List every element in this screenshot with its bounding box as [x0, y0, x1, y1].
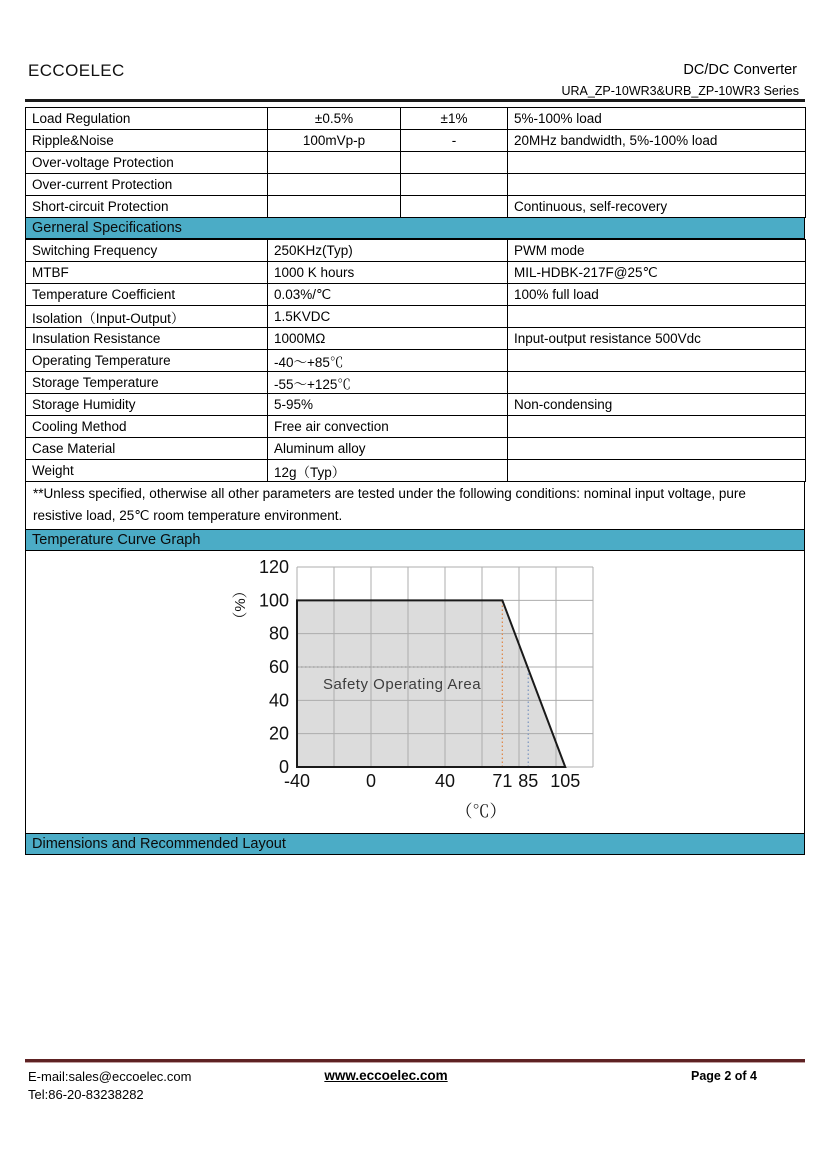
test-conditions-note: **Unless specified, otherwise all other parameters are tested under the following conditions: nominal input voltage, pure resistive load, 25℃ room temperature environment. [25, 481, 805, 530]
section-header-temperature: Temperature Curve Graph [25, 529, 805, 551]
spec-cell: Input-output resistance 500Vdc [508, 328, 806, 350]
temperature-graph-container [25, 550, 805, 834]
safe-area-label: Safety Operating Area [322, 676, 482, 693]
spec-cell [508, 416, 806, 438]
table-row [26, 130, 806, 152]
spec-cell: Weight [26, 460, 268, 482]
section-header-dimensions: Dimensions and Recommended Layout [25, 833, 805, 855]
spec-cell [268, 152, 401, 174]
spec-cell: Cooling Method [26, 416, 268, 438]
spec-cell [401, 152, 508, 174]
table-row [26, 174, 806, 196]
section-header-general: Gerneral Specifications [25, 217, 805, 239]
spec-cell: Insulation Resistance [26, 328, 268, 350]
product-title: DC/DC Converter [683, 62, 797, 78]
table-row [26, 196, 806, 218]
spec-table-1-body [26, 108, 806, 218]
spec-cell: Over-current Protection [26, 174, 268, 196]
spec-cell [508, 438, 806, 460]
spec-cell: MTBF [26, 262, 268, 284]
spec-cell: Operating Temperature [26, 350, 268, 372]
spec-cell: Temperature Coefficient [26, 284, 268, 306]
spec-cell: 1000 K hours [268, 262, 508, 284]
spec-cell: -55～+125℃ [268, 372, 508, 394]
spec-cell: 20MHz bandwidth, 5%-100% load [508, 130, 806, 152]
table-row [26, 328, 806, 350]
spec-cell: Aluminum alloy [268, 438, 508, 460]
header-divider [25, 99, 805, 102]
spec-cell: -40～+85℃ [268, 350, 508, 372]
table-row [26, 262, 806, 284]
x-tick-label: 40 [434, 771, 456, 791]
table-row [26, 372, 806, 394]
brand-logo-text: ECCOELEC [28, 61, 125, 80]
spec-cell [508, 460, 806, 482]
y-tick-label: 20 [268, 723, 289, 744]
y-tick-label: 0 [278, 757, 289, 777]
x-tick-label: 105 [550, 771, 581, 791]
temperature-chart [231, 555, 631, 833]
spec-cell: MIL-HDBK-217F@25℃ [508, 262, 806, 284]
spec-table-1 [25, 107, 806, 218]
y-tick-label: 40 [268, 690, 289, 711]
table-row [26, 460, 806, 482]
spec-cell: 100mVp-p [268, 130, 401, 152]
table-row [26, 438, 806, 460]
table-row [26, 350, 806, 372]
spec-cell [508, 306, 806, 328]
table-row [26, 240, 806, 262]
spec-cell [401, 174, 508, 196]
footer-page-number: Page 2 of 4 [691, 1069, 757, 1083]
table-row [26, 306, 806, 328]
spec-cell [401, 196, 508, 218]
table-row [26, 394, 806, 416]
footer-tel: Tel:86-20-83238282 [28, 1087, 144, 1102]
footer-website-link[interactable]: www.eccoelec.com [324, 1068, 448, 1083]
spec-cell: 5%-100% load [508, 108, 806, 130]
spec-cell: 0.03%/℃ [268, 284, 508, 306]
table-row [26, 108, 806, 130]
spec-table-2-body [26, 240, 806, 482]
y-axis-label: （%） [232, 583, 249, 627]
spec-cell: 12g（Typ） [268, 460, 508, 482]
spec-cell: - [401, 130, 508, 152]
spec-cell: Storage Humidity [26, 394, 268, 416]
spec-cell [268, 174, 401, 196]
spec-cell: Non-condensing [508, 394, 806, 416]
spec-cell: 250KHz(Typ) [268, 240, 508, 262]
spec-cell: ±1% [401, 108, 508, 130]
y-tick-label: 100 [258, 590, 289, 611]
spec-cell: Load Regulation [26, 108, 268, 130]
y-tick-label: 120 [258, 557, 289, 577]
x-tick-label: -40 [283, 771, 311, 791]
spec-cell: Switching Frequency [26, 240, 268, 262]
x-tick-label: 71 [492, 771, 513, 791]
spec-table-2 [25, 239, 806, 482]
spec-cell: Ripple&Noise [26, 130, 268, 152]
spec-cell: 1.5KVDC [268, 306, 508, 328]
spec-cell: Storage Temperature [26, 372, 268, 394]
spec-cell [508, 152, 806, 174]
spec-cell: ±0.5% [268, 108, 401, 130]
table-row [26, 284, 806, 306]
y-tick-label: 60 [268, 657, 289, 677]
table-row [26, 152, 806, 174]
series-subtitle: URA_ZP-10WR3&URB_ZP-10WR3 Series [561, 84, 799, 98]
footer-divider [25, 1059, 805, 1063]
spec-cell: Free air convection [268, 416, 508, 438]
content-column [25, 107, 805, 855]
spec-cell: 1000MΩ [268, 328, 508, 350]
spec-cell: Over-voltage Protection [26, 152, 268, 174]
spec-cell: 5-95% [268, 394, 508, 416]
spec-cell: Case Material [26, 438, 268, 460]
x-axis-label: （℃） [455, 802, 507, 821]
spec-cell [508, 350, 806, 372]
table-row [26, 416, 806, 438]
y-tick-label: 80 [268, 623, 289, 644]
spec-cell [268, 196, 401, 218]
spec-cell [508, 174, 806, 196]
footer-website-wrap [25, 1068, 747, 1083]
spec-cell [508, 372, 806, 394]
spec-cell: Continuous, self-recovery [508, 196, 806, 218]
x-tick-label: 0 [365, 771, 377, 791]
spec-cell: 100% full load [508, 284, 806, 306]
spec-cell: Isolation（Input-Output） [26, 306, 268, 328]
x-tick-label: 85 [518, 771, 539, 791]
footer-email: E-mail:sales@eccoelec.com [28, 1069, 192, 1084]
spec-cell: Short-circuit Protection [26, 196, 268, 218]
spec-cell: PWM mode [508, 240, 806, 262]
